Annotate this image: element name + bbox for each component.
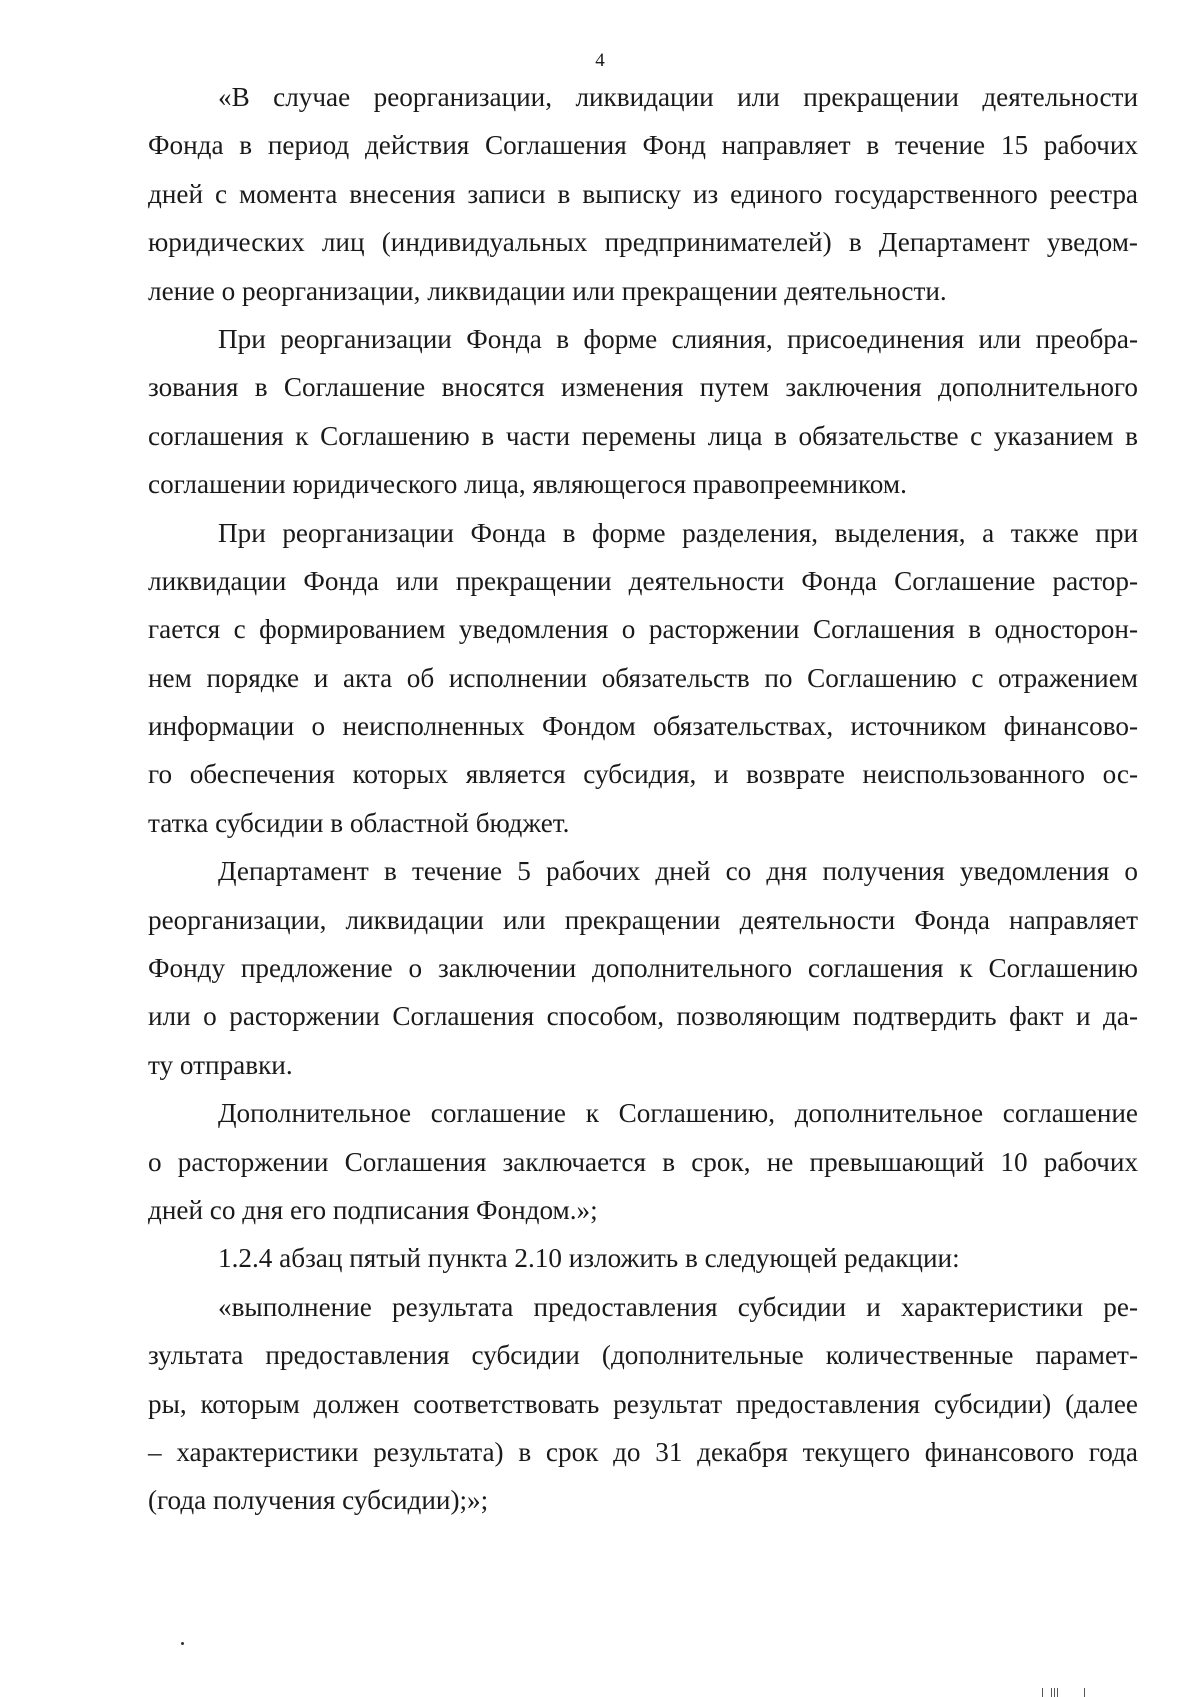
text-line: татка субсидии в областной бюджет. (148, 807, 570, 838)
page-number: 4 (595, 50, 605, 71)
text-line: гается с формированием уведомления о расторжении Соглашения в односторон- (148, 614, 1138, 645)
text-line: реорганизации, ликвидации или прекращении деятельности Фонда направляет (148, 904, 1138, 935)
text-line: го обеспечения которых является субсидия, и возврате неиспользованного ос- (148, 759, 1138, 790)
text-line: Фонду предложение о заключении дополнительного соглашения к Соглашению (148, 953, 1138, 984)
text-line: соглашении юридического лица, являющегося правопреемником. (148, 469, 907, 500)
scan-artifact-dot (181, 1642, 184, 1645)
text-line: зования в Соглашение вносятся изменения путем заключения дополнительного (148, 372, 1138, 403)
text-line: дней со дня его подписания Фондом.»; (148, 1194, 598, 1225)
text-line: ры, которым должен соответствовать результат предоставления субсидии) (далее (148, 1388, 1138, 1419)
text-line: о расторжении Соглашения заключается в срок, не превышающий 10 рабочих (148, 1146, 1138, 1177)
text-line: Дополнительное соглашение к Соглашению, дополнительное соглашение (218, 1098, 1138, 1129)
text-line: 1.2.4 абзац пятый пункта 2.10 изложить в следующей редакции: (218, 1243, 960, 1274)
text-line: ту отправки. (148, 1049, 293, 1080)
text-line: – характеристики результата) в срок до 31 декабря текущего финансового года (148, 1436, 1138, 1467)
text-line: юридических лиц (индивидуальных предпринимателей) в Департамент уведом- (148, 227, 1138, 258)
text-line: нем порядке и акта об исполнении обязательств по Соглашению с отражением (148, 662, 1138, 693)
text-line: Департамент в течение 5 рабочих дней со дня получения уведомления о (218, 856, 1138, 887)
text-line: информации о неисполненных Фондом обязательствах, источником финансово- (148, 711, 1138, 742)
text-line: «В случае реорганизации, ликвидации или прекращении деятельности (218, 82, 1138, 112)
text-line: соглашения к Соглашению в части перемены лица в обязательстве с указанием в (148, 420, 1138, 451)
text-line: При реорганизации Фонда в форме слияния, присоединения или преобра- (218, 323, 1138, 354)
text-line: «выполнение результата предоставления субсидии и характеристики ре- (218, 1291, 1138, 1322)
text-line: (года получения субсидии);»; (148, 1485, 489, 1516)
text-line: дней с момента внесения записи в выписку из единого государственного реестра (148, 178, 1138, 209)
document-body (148, 73, 1138, 1525)
text-line: зультата предоставления субсидии (дополнительные количественные парамет- (148, 1340, 1138, 1371)
text-line: Фонда в период действия Соглашения Фонд направляет в течение 15 рабочих (148, 130, 1138, 161)
text-line: ликвидации Фонда или прекращении деятельности Фонда Соглашение растор- (148, 565, 1138, 596)
text-line: или о расторжении Соглашения способом, позволяющим подтвердить факт и да- (148, 1001, 1138, 1032)
text-line: ление о реорганизации, ликвидации или прекращении деятельности. (148, 275, 947, 306)
text-line: При реорганизации Фонда в форме разделения, выделения, а также при (218, 517, 1138, 548)
